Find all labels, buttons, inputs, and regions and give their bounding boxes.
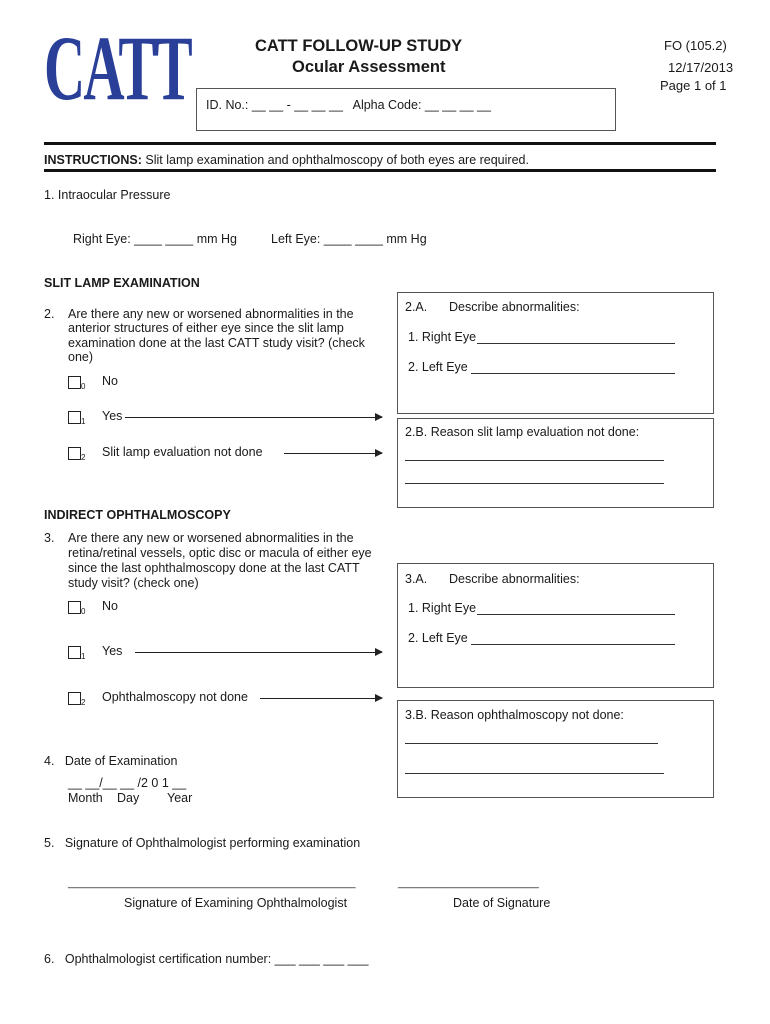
form-subtitle: Ocular Assessment bbox=[292, 58, 446, 76]
q2-not-done-checkbox[interactable] bbox=[68, 447, 81, 460]
instructions-label: INSTRUCTIONS: bbox=[44, 153, 142, 167]
signature-caption: Signature of Examining Ophthalmologist bbox=[124, 896, 348, 910]
q3-line-1: Are there any new or worsened abnormalities in the bbox=[68, 531, 354, 545]
q3-number: 3. bbox=[44, 531, 55, 545]
q2-line-4: one) bbox=[68, 350, 94, 364]
box-2b-field-2[interactable] bbox=[405, 483, 664, 484]
q2-not-done-arrow bbox=[284, 453, 382, 454]
box-3b-field-1[interactable] bbox=[405, 743, 658, 744]
box-3b-title: 3.B. Reason ophthalmoscopy not done: bbox=[405, 708, 624, 722]
box-2a-title: Describe abnormalities: bbox=[449, 300, 580, 314]
q2-not-done-code: 2 bbox=[81, 453, 86, 462]
signature-line[interactable]: _______________________________________________ bbox=[68, 877, 356, 889]
q3-yes-code: 1 bbox=[81, 652, 86, 661]
page-number: Page 1 of 1 bbox=[660, 78, 727, 93]
q4-month-caption: Month bbox=[68, 791, 103, 805]
box-3b-field-2[interactable] bbox=[405, 773, 664, 774]
q3-no-code: 0 bbox=[81, 607, 86, 616]
q2-number: 2. bbox=[44, 307, 55, 321]
q3-not-done-arrow bbox=[260, 698, 382, 699]
q2-line-3: examination done at the last CATT study visit? (check bbox=[68, 336, 365, 350]
box-3a-right-eye-label: 1. Right Eye bbox=[408, 601, 477, 615]
box-3a-left-eye-label: 2. Left Eye bbox=[408, 631, 468, 645]
top-rule bbox=[44, 142, 716, 145]
q5-label: 5. Signature of Ophthalmologist performing examination bbox=[44, 836, 361, 850]
q3-not-done-label: Ophthalmoscopy not done bbox=[102, 690, 248, 704]
indirect-heading: INDIRECT OPHTHALMOSCOPY bbox=[44, 508, 231, 522]
q3-not-done-checkbox[interactable] bbox=[68, 692, 81, 705]
q1-left-eye-field[interactable]: Left Eye: ____ ____ mm Hg bbox=[271, 232, 427, 246]
q2-no-code: 0 bbox=[81, 382, 86, 391]
q2-yes-label: Yes bbox=[102, 409, 123, 423]
box-2a-right-eye-label: 1. Right Eye bbox=[408, 330, 477, 344]
box-2b-title: 2.B. Reason slit lamp evaluation not done: bbox=[405, 425, 640, 439]
q4-day-caption: Day bbox=[117, 791, 140, 805]
q2-no-checkbox[interactable] bbox=[68, 376, 81, 389]
q2-yes-code: 1 bbox=[81, 417, 86, 426]
q2-line-1: Are there any new or worsened abnormalities in the bbox=[68, 307, 354, 321]
box-2a-label: 2.A. bbox=[405, 300, 428, 314]
q3-yes-label: Yes bbox=[102, 644, 123, 658]
q2-line-2: anterior structures of either eye since the slit lamp bbox=[68, 321, 344, 335]
box-3a-label: 3.A. bbox=[405, 572, 428, 586]
box-2a-right-eye-field[interactable] bbox=[477, 343, 675, 344]
q1-right-eye-field[interactable]: Right Eye: ____ ____ mm Hg bbox=[73, 232, 237, 246]
box-3a-left-eye-field[interactable] bbox=[471, 644, 675, 645]
box-2a-left-eye-label: 2. Left Eye bbox=[408, 360, 468, 374]
instructions bbox=[44, 153, 529, 167]
q2-yes-checkbox[interactable] bbox=[68, 411, 81, 424]
box-2b-field-1[interactable] bbox=[405, 460, 664, 461]
q4-year-caption: Year bbox=[167, 791, 193, 805]
instructions-text: Slit lamp examination and ophthalmoscopy of both eyes are required. bbox=[141, 153, 529, 167]
q4-date-field[interactable]: __ __/__ __ /2 0 1 __ bbox=[68, 776, 187, 790]
id-field[interactable]: ID. No.: __ __ - __ __ __ Alpha Code: __ __ __ __ bbox=[206, 98, 491, 112]
signature-date-line[interactable]: _______________________ bbox=[398, 877, 539, 889]
q4-label: 4. Date of Examination bbox=[44, 754, 178, 768]
q3-line-2: retina/retinal vessels, optic disc or macula of either eye bbox=[68, 546, 372, 560]
box-2a-left-eye-field[interactable] bbox=[471, 373, 675, 374]
q3-line-4: study visit? (check one) bbox=[68, 576, 199, 590]
q6-certification-field[interactable]: 6. Ophthalmologist certification number: ___ ___ ___ ___ bbox=[44, 952, 369, 966]
q2-no-label: No bbox=[102, 374, 118, 388]
q3-no-label: No bbox=[102, 599, 118, 613]
q3-line-3: since the last ophthalmoscopy done at the last CATT bbox=[68, 561, 360, 575]
form-code: FO (105.2) bbox=[664, 38, 727, 53]
q2-not-done-label: Slit lamp evaluation not done bbox=[102, 445, 263, 459]
form-date: 12/17/2013 bbox=[668, 60, 734, 75]
form-title: CATT FOLLOW-UP STUDY bbox=[255, 37, 463, 55]
q1-label: 1. Intraocular Pressure bbox=[44, 188, 171, 202]
q2-yes-arrow bbox=[125, 417, 382, 418]
signature-date-caption: Date of Signature bbox=[453, 896, 551, 910]
q3-yes-checkbox[interactable] bbox=[68, 646, 81, 659]
q3-not-done-code: 2 bbox=[81, 698, 86, 707]
bottom-rule bbox=[44, 169, 716, 172]
box-3a-right-eye-field[interactable] bbox=[477, 614, 675, 615]
slit-lamp-heading: SLIT LAMP EXAMINATION bbox=[44, 276, 200, 290]
q3-yes-arrow bbox=[135, 652, 382, 653]
catt-logo: CATT bbox=[44, 17, 191, 119]
q3-no-checkbox[interactable] bbox=[68, 601, 81, 614]
box-3a-title: Describe abnormalities: bbox=[449, 572, 580, 586]
